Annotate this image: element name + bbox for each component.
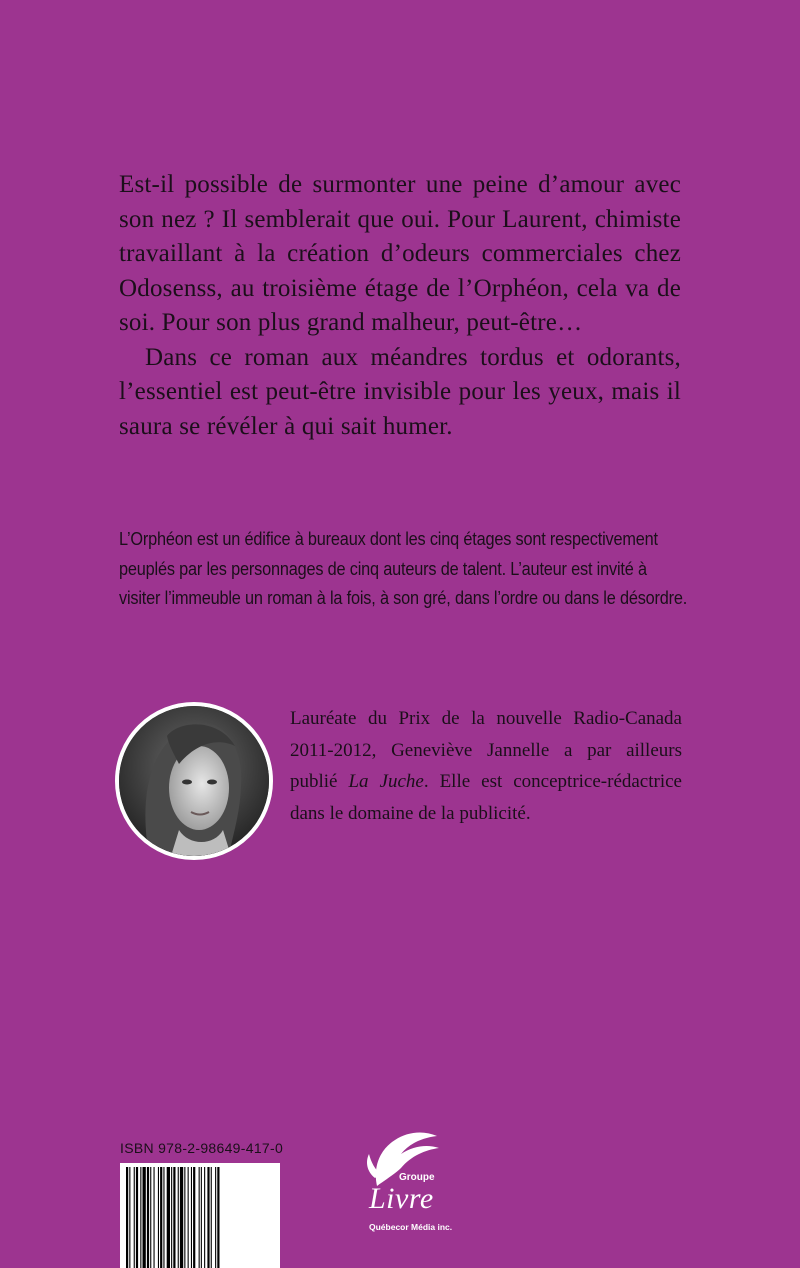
book-title: La Juche xyxy=(348,771,424,792)
isbn-label: ISBN 978-2-98649-417-0 xyxy=(120,1140,284,1156)
logo-groupe-text: Groupe xyxy=(399,1172,435,1183)
logo-media-text: Québecor Média inc. xyxy=(369,1222,453,1232)
blurb-paragraph-1: Est-il possible de surmonter une peine d’amour avec son nez ? Il semblerait que oui. Pour Laurent, chimiste travaillant à la création d’odeurs commerciales chez Odosenss, au troisième étage de l’Orphéon, cela va de soi. Pour son plus grand malheur, peut-être… xyxy=(119,171,681,336)
blurb-paragraph-2: Dans ce roman aux méandres tordus et odorants, l’essentiel est peut-être invisible pour les yeux, mais il saura se révéler à qui sait humer. xyxy=(119,343,681,440)
bio-text-before: Lauréate du Prix de la nouvelle Radio-Canada 2011-2012, Geneviève Jannelle a par ailleurs publié xyxy=(290,708,682,792)
barcode xyxy=(120,1163,280,1268)
bio-text-after: . Elle est conceptrice-rédactrice dans le domaine de la publicité. xyxy=(290,771,682,824)
series-description: L’Orphéon est un édifice à bureaux dont les cinq étages sont respectivement peuplés par les personnages de cinq auteurs de talent. L’auteur est invité à visiter l’immeuble un roman à la fois, à son gré, dans l’ordre ou dans le désordre. xyxy=(119,528,688,608)
author-photo xyxy=(115,702,273,860)
publisher-logo xyxy=(355,1128,455,1238)
author-bio xyxy=(290,703,682,829)
back-cover-blurb xyxy=(119,168,681,444)
logo-livre-text: Livre xyxy=(369,1182,434,1215)
